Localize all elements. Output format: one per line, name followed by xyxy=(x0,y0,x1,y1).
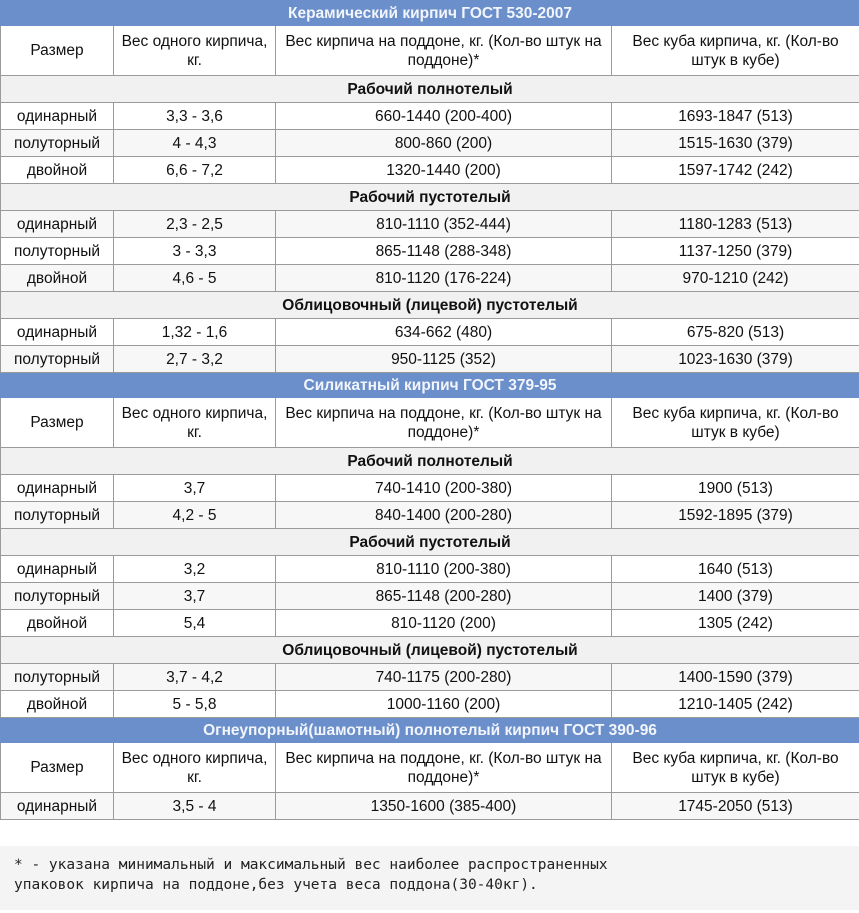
cell-weight-pallet: 1000-1160 (200) xyxy=(276,691,612,718)
cell-weight-pallet: 810-1110 (200-380) xyxy=(276,556,612,583)
table-row xyxy=(1,475,859,502)
header-weight-one: Вес одного кирпича, кг. xyxy=(114,26,276,76)
header-size: Размер xyxy=(1,743,114,793)
cell-size: полуторный xyxy=(1,583,114,610)
cell-weight-cube: 1210-1405 (242) xyxy=(612,691,859,718)
group-header-row xyxy=(1,292,859,319)
cell-weight-one: 2,3 - 2,5 xyxy=(114,211,276,238)
cell-size: полуторный xyxy=(1,502,114,529)
cell-weight-one: 3,7 - 4,2 xyxy=(114,664,276,691)
table-row xyxy=(1,556,859,583)
group-header-row xyxy=(1,76,859,103)
cell-weight-cube: 1400 (379) xyxy=(612,583,859,610)
cell-weight-pallet: 810-1110 (352-444) xyxy=(276,211,612,238)
cell-size: двойной xyxy=(1,265,114,292)
group-header-row xyxy=(1,637,859,664)
table-row xyxy=(1,793,859,820)
table-row xyxy=(1,691,859,718)
group-header-row xyxy=(1,529,859,556)
cell-size: полуторный xyxy=(1,130,114,157)
cell-weight-one: 3,7 xyxy=(114,583,276,610)
cell-weight-cube: 1745-2050 (513) xyxy=(612,793,859,820)
column-header-row xyxy=(1,398,859,448)
header-weight-cube: Вес куба кирпича, кг. (Кол-во штук в кубе) xyxy=(612,26,859,76)
table-row xyxy=(1,664,859,691)
table-row xyxy=(1,319,859,346)
cell-weight-cube: 970-1210 (242) xyxy=(612,265,859,292)
cell-weight-one: 3,3 - 3,6 xyxy=(114,103,276,130)
cell-size: одинарный xyxy=(1,319,114,346)
table-row xyxy=(1,238,859,265)
table-row xyxy=(1,346,859,373)
header-weight-pallet: Вес кирпича на поддоне, кг. (Кол-во штук на поддоне)* xyxy=(276,26,612,76)
cell-weight-one: 4 - 4,3 xyxy=(114,130,276,157)
table-row xyxy=(1,211,859,238)
cell-weight-one: 5 - 5,8 xyxy=(114,691,276,718)
header-size: Размер xyxy=(1,398,114,448)
cell-size: одинарный xyxy=(1,556,114,583)
cell-size: одинарный xyxy=(1,793,114,820)
cell-weight-one: 3,5 - 4 xyxy=(114,793,276,820)
cell-weight-pallet: 1350-1600 (385-400) xyxy=(276,793,612,820)
cell-weight-pallet: 800-860 (200) xyxy=(276,130,612,157)
footnote xyxy=(0,846,859,910)
cell-weight-pallet: 740-1410 (200-380) xyxy=(276,475,612,502)
cell-weight-cube: 1693-1847 (513) xyxy=(612,103,859,130)
cell-weight-one: 1,32 - 1,6 xyxy=(114,319,276,346)
cell-weight-cube: 1515-1630 (379) xyxy=(612,130,859,157)
cell-weight-one: 2,7 - 3,2 xyxy=(114,346,276,373)
cell-size: двойной xyxy=(1,691,114,718)
column-header-row xyxy=(1,743,859,793)
cell-size: одинарный xyxy=(1,103,114,130)
header-weight-cube: Вес куба кирпича, кг. (Кол-во штук в кубе) xyxy=(612,743,859,793)
cell-weight-pallet: 1320-1440 (200) xyxy=(276,157,612,184)
cell-size: двойной xyxy=(1,157,114,184)
cell-weight-pallet: 634-662 (480) xyxy=(276,319,612,346)
cell-size: одинарный xyxy=(1,475,114,502)
cell-weight-pallet: 740-1175 (200-280) xyxy=(276,664,612,691)
cell-weight-cube: 1900 (513) xyxy=(612,475,859,502)
group-title: Рабочий полнотелый xyxy=(1,76,859,103)
cell-weight-one: 4,6 - 5 xyxy=(114,265,276,292)
cell-weight-cube: 675-820 (513) xyxy=(612,319,859,346)
group-header-row xyxy=(1,448,859,475)
cell-weight-pallet: 950-1125 (352) xyxy=(276,346,612,373)
cell-weight-pallet: 660-1440 (200-400) xyxy=(276,103,612,130)
header-weight-pallet: Вес кирпича на поддоне, кг. (Кол-во штук на поддоне)* xyxy=(276,398,612,448)
cell-size: полуторный xyxy=(1,346,114,373)
cell-size: одинарный xyxy=(1,211,114,238)
section-title: Огнеупорный(шамотный) полнотелый кирпич ГОСТ 390-96 xyxy=(1,718,859,743)
header-weight-cube: Вес куба кирпича, кг. (Кол-во штук в кубе) xyxy=(612,398,859,448)
cell-size: двойной xyxy=(1,610,114,637)
group-title: Облицовочный (лицевой) пустотелый xyxy=(1,637,859,664)
cell-weight-cube: 1400-1590 (379) xyxy=(612,664,859,691)
table-row xyxy=(1,103,859,130)
section-banner xyxy=(1,373,859,398)
footnote-line-2: упаковок кирпича на поддоне,без учета веса поддона(30-40кг). xyxy=(14,877,538,893)
cell-weight-one: 3 - 3,3 xyxy=(114,238,276,265)
cell-weight-cube: 1640 (513) xyxy=(612,556,859,583)
column-header-row xyxy=(1,26,859,76)
table-row xyxy=(1,130,859,157)
group-title: Рабочий полнотелый xyxy=(1,448,859,475)
cell-weight-cube: 1592-1895 (379) xyxy=(612,502,859,529)
cell-weight-cube: 1137-1250 (379) xyxy=(612,238,859,265)
section-banner xyxy=(1,1,859,26)
header-weight-pallet: Вес кирпича на поддоне, кг. (Кол-во штук на поддоне)* xyxy=(276,743,612,793)
section-title: Керамический кирпич ГОСТ 530-2007 xyxy=(1,1,859,26)
cell-weight-cube: 1597-1742 (242) xyxy=(612,157,859,184)
cell-weight-one: 5,4 xyxy=(114,610,276,637)
section-title: Силикатный кирпич ГОСТ 379-95 xyxy=(1,373,859,398)
table-row xyxy=(1,583,859,610)
header-weight-one: Вес одного кирпича, кг. xyxy=(114,398,276,448)
cell-weight-pallet: 810-1120 (176-224) xyxy=(276,265,612,292)
cell-weight-pallet: 840-1400 (200-280) xyxy=(276,502,612,529)
group-title: Рабочий пустотелый xyxy=(1,184,859,211)
section-banner xyxy=(1,718,859,743)
cell-weight-pallet: 865-1148 (288-348) xyxy=(276,238,612,265)
cell-weight-one: 3,7 xyxy=(114,475,276,502)
group-header-row xyxy=(1,184,859,211)
footnote-line-1: * - указана минимальный и максимальный вес наиболее распространенных xyxy=(14,857,608,873)
table-row xyxy=(1,610,859,637)
cell-weight-cube: 1180-1283 (513) xyxy=(612,211,859,238)
group-title: Облицовочный (лицевой) пустотелый xyxy=(1,292,859,319)
cell-weight-cube: 1305 (242) xyxy=(612,610,859,637)
cell-size: полуторный xyxy=(1,238,114,265)
header-weight-one: Вес одного кирпича, кг. xyxy=(114,743,276,793)
cell-weight-cube: 1023-1630 (379) xyxy=(612,346,859,373)
table-row xyxy=(1,502,859,529)
group-title: Рабочий пустотелый xyxy=(1,529,859,556)
table-row xyxy=(1,157,859,184)
cell-weight-one: 3,2 xyxy=(114,556,276,583)
cell-weight-one: 4,2 - 5 xyxy=(114,502,276,529)
table-row xyxy=(1,265,859,292)
cell-weight-pallet: 865-1148 (200-280) xyxy=(276,583,612,610)
cell-weight-one: 6,6 - 7,2 xyxy=(114,157,276,184)
header-size: Размер xyxy=(1,26,114,76)
cell-size: полуторный xyxy=(1,664,114,691)
cell-weight-pallet: 810-1120 (200) xyxy=(276,610,612,637)
